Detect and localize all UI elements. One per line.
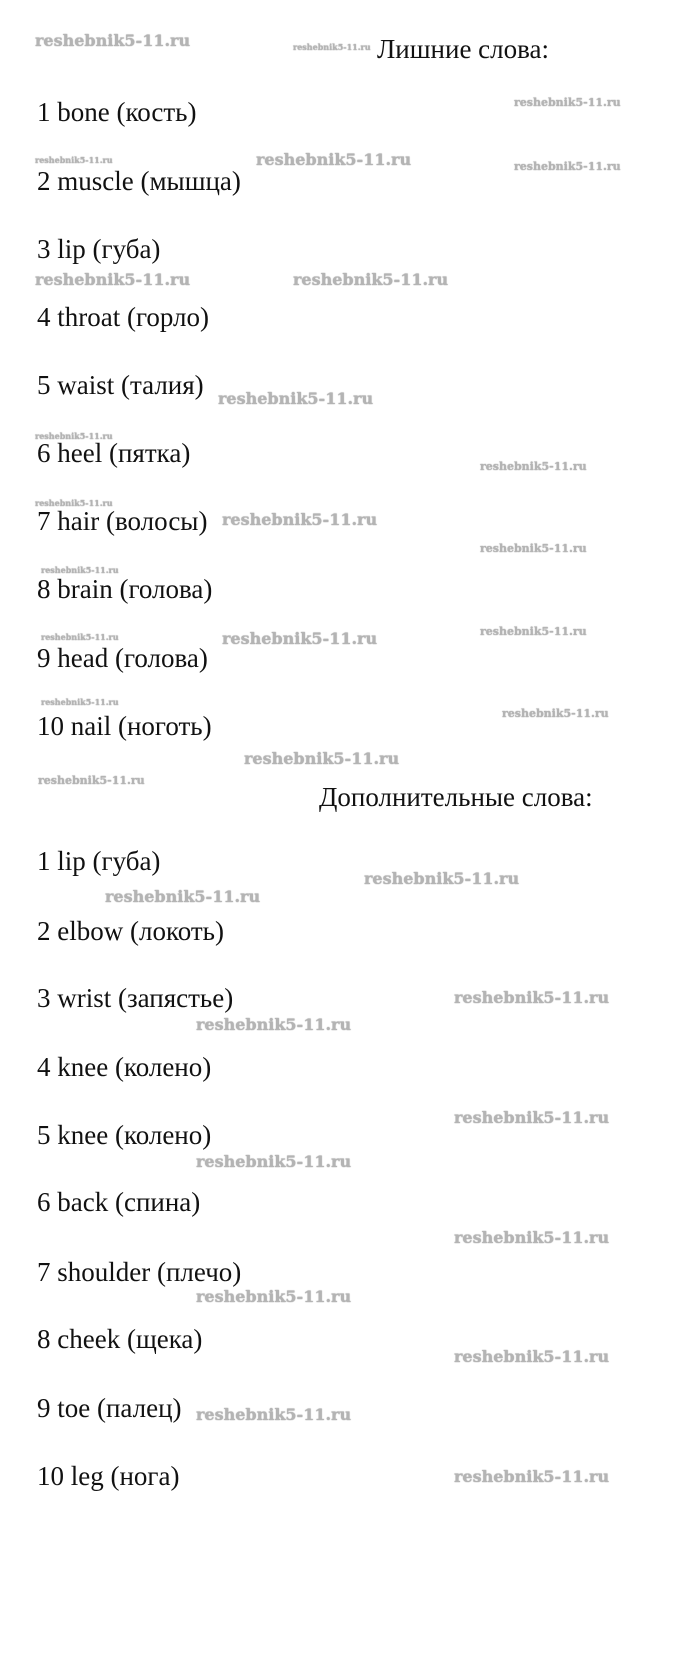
watermark: reshebnik5-11.ru: [105, 887, 261, 906]
watermark: reshebnik5-11.ru: [196, 1405, 352, 1424]
additional-word-8: 8 cheek (щека): [37, 1324, 203, 1354]
extra-word-10: 10 nail (ноготь): [37, 711, 212, 741]
extra-word-4: 4 throat (горло): [37, 302, 209, 332]
watermark: reshebnik5-11.ru: [480, 625, 587, 638]
additional-word-2: 2 elbow (локоть): [37, 916, 224, 946]
watermark: reshebnik5-11.ru: [514, 160, 621, 173]
additional-word-4: 4 knee (колено): [37, 1052, 212, 1082]
extra-word-3: 3 lip (губа): [37, 234, 161, 264]
watermark: reshebnik5-11.ru: [454, 1228, 610, 1247]
watermark: reshebnik5-11.ru: [244, 749, 400, 768]
watermark: reshebnik5-11.ru: [256, 150, 412, 169]
additional-word-3: 3 wrist (запястье): [37, 983, 234, 1013]
watermark: reshebnik5-11.ru: [196, 1015, 352, 1034]
watermark: reshebnik5-11.ru: [222, 629, 378, 648]
extra-word-5: 5 waist (талия): [37, 370, 204, 400]
watermark: reshebnik5-11.ru: [480, 460, 587, 473]
watermark: reshebnik5-11.ru: [35, 431, 113, 441]
watermark: reshebnik5-11.ru: [293, 270, 449, 289]
watermark: reshebnik5-11.ru: [293, 42, 371, 52]
watermark: reshebnik5-11.ru: [502, 707, 609, 720]
watermark: reshebnik5-11.ru: [480, 542, 587, 555]
extra-word-6: 6 heel (пятка): [37, 438, 191, 468]
additional-word-1: 1 lip (губа): [37, 846, 161, 876]
watermark: reshebnik5-11.ru: [196, 1287, 352, 1306]
watermark: reshebnik5-11.ru: [35, 155, 113, 165]
watermark: reshebnik5-11.ru: [218, 389, 374, 408]
watermark: reshebnik5-11.ru: [35, 498, 113, 508]
extra-word-9: 9 head (голова): [37, 643, 208, 673]
watermark: reshebnik5-11.ru: [454, 1467, 610, 1486]
extra-word-2: 2 muscle (мышца): [37, 166, 241, 196]
watermark: reshebnik5-11.ru: [41, 632, 119, 642]
watermark: reshebnik5-11.ru: [41, 697, 119, 707]
additional-word-7: 7 shoulder (плечо): [37, 1257, 242, 1287]
watermark: reshebnik5-11.ru: [514, 96, 621, 109]
watermark: reshebnik5-11.ru: [38, 774, 145, 787]
watermark: reshebnik5-11.ru: [454, 988, 610, 1007]
watermark: reshebnik5-11.ru: [364, 869, 520, 888]
watermark: reshebnik5-11.ru: [454, 1108, 610, 1127]
watermark: reshebnik5-11.ru: [454, 1347, 610, 1366]
watermark: reshebnik5-11.ru: [41, 565, 119, 575]
watermark: reshebnik5-11.ru: [35, 270, 191, 289]
additional-word-6: 6 back (спина): [37, 1187, 201, 1217]
heading-extra-words: Лишние слова:: [377, 34, 550, 64]
extra-word-8: 8 brain (голова): [37, 574, 213, 604]
additional-word-9: 9 toe (палец): [37, 1393, 182, 1423]
extra-word-7: 7 hair (волосы): [37, 506, 208, 536]
heading-additional-words: Дополнительные слова:: [319, 782, 593, 812]
additional-word-5: 5 knee (колено): [37, 1120, 212, 1150]
watermark: reshebnik5-11.ru: [35, 31, 191, 50]
watermark: reshebnik5-11.ru: [222, 510, 378, 529]
additional-word-10: 10 leg (нога): [37, 1461, 180, 1491]
watermark: reshebnik5-11.ru: [196, 1152, 352, 1171]
extra-word-1: 1 bone (кость): [37, 97, 197, 127]
